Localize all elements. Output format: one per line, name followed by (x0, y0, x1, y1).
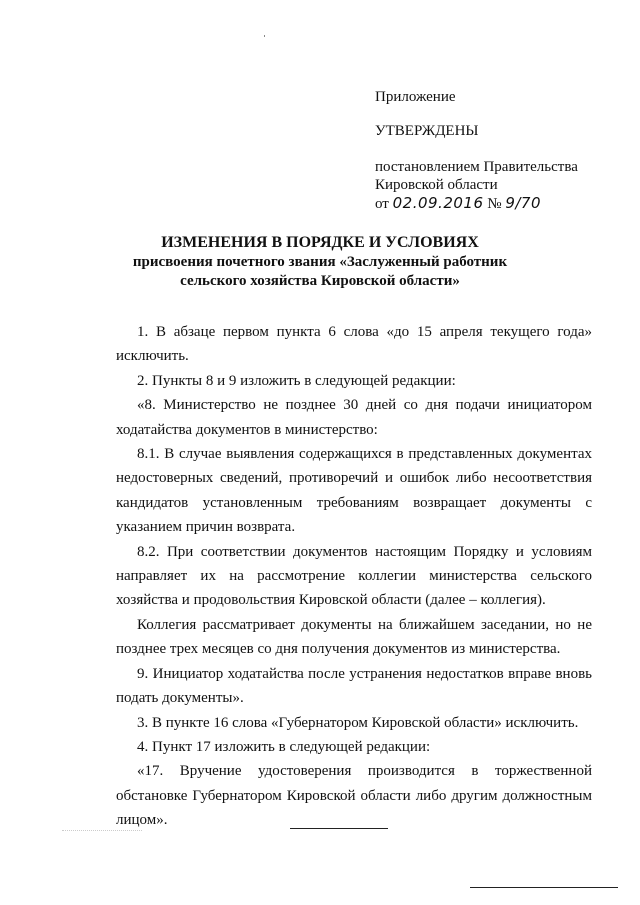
number-prefix: № (487, 196, 502, 212)
paragraph: 9. Инициатор ходатайства после устранения недостатков вправе вновь подать документы». (116, 665, 592, 707)
paragraph: 2. Пункты 8 и 9 изложить в следующей редакции: (137, 372, 456, 389)
paragraph: 3. В пункте 16 слова «Губернатором Кировской области» исключить. (137, 714, 579, 731)
title-line-2: присвоения почетного звания «Заслуженный работник (132, 254, 508, 270)
scan-speck (264, 35, 265, 37)
title-line-1: ИЗМЕНЕНИЯ В ПОРЯДКЕ И УСЛОВИЯХ (161, 234, 479, 251)
document-title (100, 233, 540, 291)
approval-stamp-block (375, 88, 615, 213)
paragraph: 1. В абзаце первом пункта 6 слова «до 15 апреля текущего года» исключить. (116, 324, 592, 365)
date-prefix: от (375, 196, 389, 212)
paragraph: 8.2. При соответствии документов настоящим Порядку и условиям направляет их на рассмотрение коллегии министерства сельского хозяйства и продовольствия Кировской области (далее – коллегия). (116, 543, 592, 609)
bottom-divider (470, 887, 618, 888)
handwritten-date: 02.09.2016 (392, 194, 484, 212)
resolution-line-2: Кировской области (375, 177, 498, 193)
approved-label: УТВЕРЖДЕНЫ (375, 123, 479, 139)
appendix-label: Приложение (375, 89, 456, 105)
paragraph: 8.1. В случае выявления содержащихся в представленных документах недостоверных сведений, противоречий и ошибок либо несоответствия кандидатов установленным требованиям возвращает документы с указанием причин возврата. (116, 446, 592, 536)
handwritten-number: 9/70 (505, 194, 541, 212)
paragraph: «17. Вручение удостоверения производится в торжественной обстановке Губернатором Кировской области либо другим должностным лицом». (116, 763, 592, 829)
scan-artifact (62, 830, 142, 832)
paragraph: 4. Пункт 17 изложить в следующей редакции: (137, 738, 431, 755)
paragraph: «8. Министерство не позднее 30 дней со дня подачи инициатором ходатайства документов в министерство: (116, 397, 592, 438)
document-body (116, 320, 592, 833)
paragraph: Коллегия рассматривает документы на ближайшем заседании, но не позднее трех месяцев со дня получения документов из министерства. (116, 616, 592, 658)
title-line-3: сельского хозяйства Кировской области» (180, 273, 460, 289)
resolution-date-line (375, 194, 615, 213)
resolution-line-1: постановлением Правительства (375, 159, 578, 175)
end-of-text-divider (290, 828, 388, 829)
